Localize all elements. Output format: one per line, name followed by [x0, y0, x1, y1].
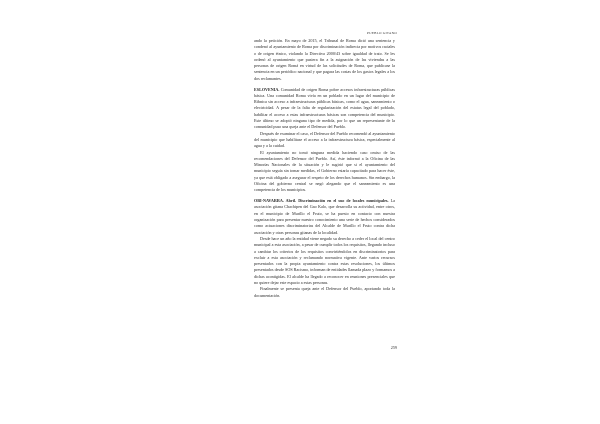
paragraph-text: ando la petición. En mayo de 2015, el Tribunal de Roma dictó una sentencia y condenó al ayuntamiento de Roma por discriminación indirecta por motivos raciales o de origen étnico, violando la Directiva 2000/43 sobre igualdad de trato. Se les ordenó al ayuntamiento que pusiera fin a la asignación de las viviendas a las personas de origen Romá en virtud de las solicitudes de Roma, que publicase la sentencia en un periódico nacional y que pagara las costas de los gastos legales a los dos reclamantes.	[254, 38, 395, 81]
paragraph-text: Finalmente se presenta queja ante el Defensor del Pueblo, aportando toda la documentación.	[254, 286, 395, 298]
paragraph-text: La asociación gitana Chachipen del Gao Kalo, que desarrolla su actividad, entre otros, en el municipio de Murillo el Fruto, se ha puesto en contacto con nuestra organización para presentar nuestro conocimiento una serie de hechos considerados como actuaciones discriminatorias del Alcalde de Murillo el Fruto contra dicha asociación y otras personas gitanas de la localidad.	[254, 198, 395, 235]
paragraph	[254, 87, 395, 131]
paragraph	[254, 236, 395, 286]
running-header: PUEBLO GITANO	[366, 31, 397, 35]
paragraph	[254, 150, 395, 194]
paragraph-text: Comunidad de origen Roma pobre accesos infraestructuras públicas básica. Una comunidad Roma vivía en un poblado en un lugar del municipio de Ribnica sin acceso a infraestructuras públicas básicas, como el agua, saneamiento o electricidad. A pesar de la falta de regularización del estatus legal del poblado, habilitar el acceso a estas infraestructuras básicas son competencia del municipio. Este último se adoptó ninguna tipo de medida, por lo que un representante de la comunidad puso una queja ante el Defensor del Pueblo.	[254, 86, 395, 130]
page-number: 259	[390, 345, 397, 350]
body-text	[254, 38, 395, 299]
paragraph	[254, 198, 395, 236]
paragraph-text: El ayuntamiento no tomó ninguna medida haciendo caso omiso de las recomendaciones del Defensor del Pueblo. Así, éste informó a la Oficina de las Minorías Nacionales de la situación y le sugirió que si el ayuntamiento del municipio seguía sin tomar medidas, el Gobierno estaría capacitado para hacer éste, ya que está obligado a asegurar el respeto de los derechos humanos. Sin embargo, la Oficina del gobierno central se negó alegando que el saneamiento es una competencia de los municipios.	[254, 149, 395, 193]
section-lead: OBI-NAVARRA. Abril. Discriminación en el uso de locales municipales.	[254, 198, 389, 204]
paragraph	[254, 38, 395, 82]
paragraph-text: Desde hace un año la entidad viene negado su derecho a ceder el local del centro municipal a esta asociación, a pesar de cumplir todos los requisitos, llegando incluso a cambiar los criterios de los requisitos convirtiéndolos en discriminatorios para excluir a esta asociación y reclamando normativa vigente. Ante varios recursos presentados con la propia ayuntamiento contra estas resoluciones, los últimos presentados desde SOS Racismo, informan de entidades llamada plazo y formamos a dichas acontigidas. El alcalde ha llegado a reconocer en reuniones presenciales que no quiere dejar este espacio a estas personas.	[254, 235, 395, 285]
paragraph	[254, 286, 395, 299]
paragraph-text: Después de examinar el caso, el Defensor del Pueblo recomendó al ayuntamiento del municipio que habilitase el acceso a la infraestructura básica, especialmente al agua y a la cuidad.	[254, 130, 395, 149]
section-lead: ESLOVENIA.	[254, 86, 280, 92]
paragraph	[254, 131, 395, 150]
